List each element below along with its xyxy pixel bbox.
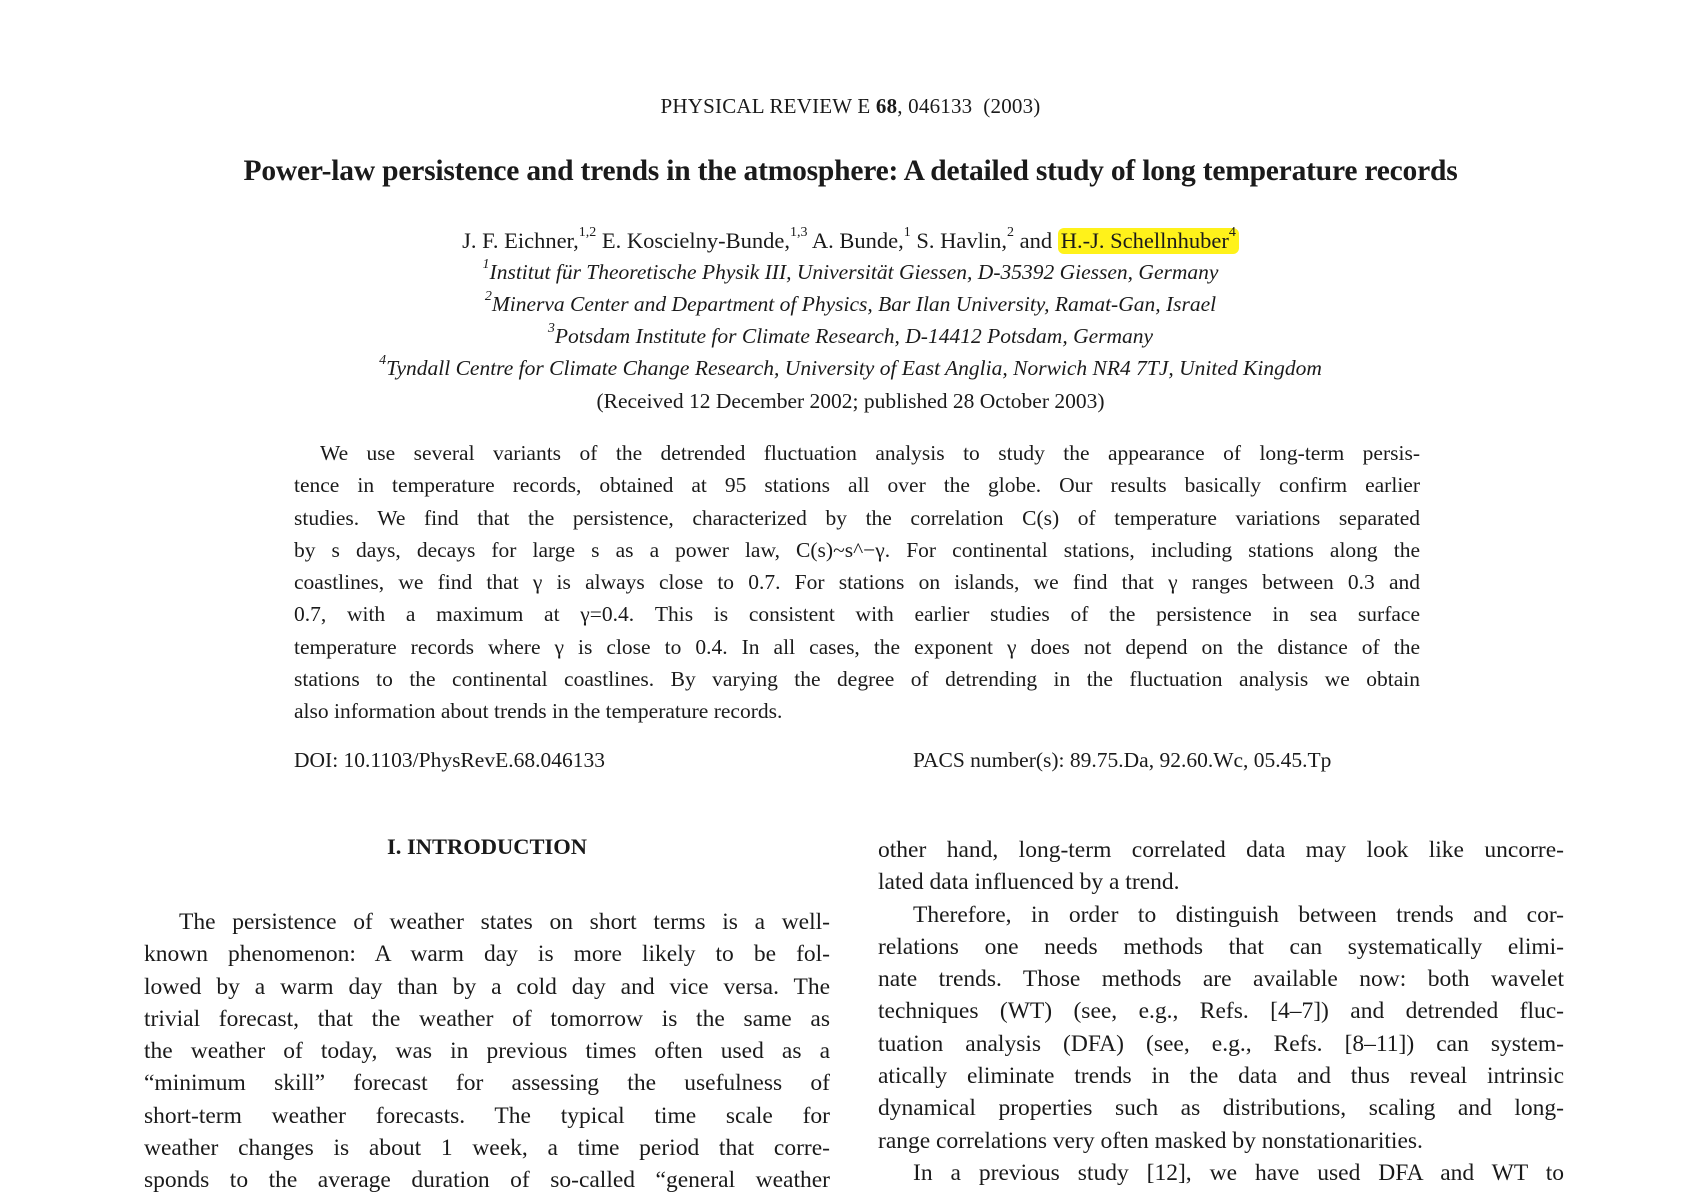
body-line: lowed by a warm day than by a cold day and vice versa. The [144, 973, 830, 1000]
body-line: atically eliminate trends in the data and thus reveal intrinsic [878, 1063, 1564, 1090]
body-line: tuation analysis (DFA) (see, e.g., Refs. [8–11]) can system- [878, 1030, 1564, 1057]
author-affiliation-marker: 2 [1007, 225, 1015, 240]
body-line: In a previous study [12], we have used DFA and WT to [913, 1159, 1564, 1186]
author-affiliation-marker: 1,3 [790, 225, 808, 240]
abstract-line: studies. We find that the persistence, characterized by the correlation C(s) of temperature variations separated [294, 505, 1420, 530]
affiliation: $^3$Potsdam Institute for Climate Research, D-14412 Potsdam, Germany [547, 321, 1154, 348]
author: A. Bunde,$^1$ [811, 225, 911, 253]
abstract-line: We use several variants of the detrended fluctuation analysis to study the appearance of long-term persis- [320, 441, 1420, 465]
author-affiliation-marker: 1 [903, 225, 911, 240]
body-line: sponds to the average duration of so-called “general weather [144, 1167, 830, 1194]
body-line: the weather of today, was in previous times often used as a [144, 1038, 830, 1065]
author: E. Koscielny-Bunde,$^{1,3}$ [601, 225, 808, 253]
left-column [144, 906, 830, 1197]
body-line: other hand, long-term correlated data may look like uncorre- [878, 837, 1564, 863]
abstract [294, 437, 1420, 728]
article-number: , 046133 [897, 94, 973, 118]
journal-volume: 68 [875, 94, 898, 118]
affiliation: $^1$Institut für Theoretische Physik III, Universität Giessen, D-35392 Giessen, Germany [482, 257, 1219, 284]
abstract-line: stations to the continental coastlines. By varying the degree of detrending in the fluctuation analysis we obtain [294, 667, 1420, 692]
abstract-line: tence in temperature records, obtained at 95 stations all over the globe. Our results basically confirm earlier [294, 473, 1420, 498]
author: S. Havlin,$^2$ [916, 225, 1015, 253]
pacs-numbers: PACS number(s): 89.75.Da, 92.60.Wc, 05.45.Tp [913, 748, 1332, 772]
abstract-line: also information about trends in the temperature records. [294, 699, 783, 724]
authors-conjunction: and [1019, 228, 1053, 253]
body-line: nate trends. Those methods are available now: both wavelet [878, 966, 1564, 993]
author-affiliation-marker: 1,2 [578, 225, 597, 240]
abstract-line: by s days, decays for large s as a power law, C(s)~s^−γ. For continental stations, including stations along the [294, 537, 1420, 562]
paper-title: Power-law persistence and trends in the atmosphere: A detailed study of long temperature records [243, 155, 1458, 187]
body-line: range correlations very often masked by nonstationarities. [878, 1127, 1423, 1154]
affiliation: $^2$Minerva Center and Department of Physics, Bar Ilan University, Ramat-Gan, Israel [484, 289, 1217, 316]
body-line: The persistence of weather states on short terms is a well- [179, 909, 830, 935]
abstract-line: temperature records where γ is close to 0.4. In all cases, the exponent γ does not depend on the distance of the [294, 634, 1420, 659]
author-list [0, 225, 1701, 254]
journal-name: PHYSICAL REVIEW E [660, 94, 871, 118]
section-heading: I. INTRODUCTION [386, 834, 588, 859]
body-line: short-term weather forecasts. The typical time scale for [144, 1102, 830, 1129]
body-line: dynamical properties such as distributions, scaling and long- [878, 1095, 1564, 1122]
body-line: Therefore, in order to distinguish between trends and cor- [913, 901, 1564, 928]
highlighted-author[interactable]: H.-J. Schellnhuber$^4$ [1058, 228, 1239, 254]
author: J. F. Eichner,$^{1,2}$ [462, 225, 597, 253]
affiliation: $^4$Tyndall Centre for Climate Change Research, University of East Anglia, Norwich NR4 7TJ, United Kingdom [379, 353, 1322, 380]
abstract-line: 0.7, with a maximum at γ=0.4. This is consistent with earlier studies of the persistence in sea surface [294, 602, 1420, 627]
body-line: lated data influenced by a trend. [878, 869, 1180, 896]
abstract-line: coastlines, we find that γ is always close to 0.7. For stations on islands, we find that γ ranges between 0.3 and [294, 570, 1420, 595]
body-line: known phenomenon: A warm day is more likely to be fol- [144, 941, 830, 968]
body-line: “minimum skill” forecast for assessing the usefulness of [144, 1070, 830, 1097]
body-line: weather changes is about 1 week, a time period that corre- [144, 1135, 830, 1162]
right-column [878, 834, 1564, 1189]
journal-year: (2003) [983, 94, 1041, 118]
body-line: techniques (WT) (see, e.g., Refs. [4–7]) and detrended fluc- [878, 998, 1564, 1025]
journal-header [0, 94, 1701, 119]
body-line: trivial forecast, that the weather of tomorrow is the same as [144, 1005, 830, 1032]
received-dates: (Received 12 December 2002; published 28 October 2003) [596, 389, 1105, 413]
body-line: relations one needs methods that can systematically elimi- [878, 933, 1564, 960]
author-affiliation-marker: 4 [1228, 225, 1236, 240]
doi[interactable]: DOI: 10.1103/PhysRevE.68.046133 [294, 748, 605, 772]
